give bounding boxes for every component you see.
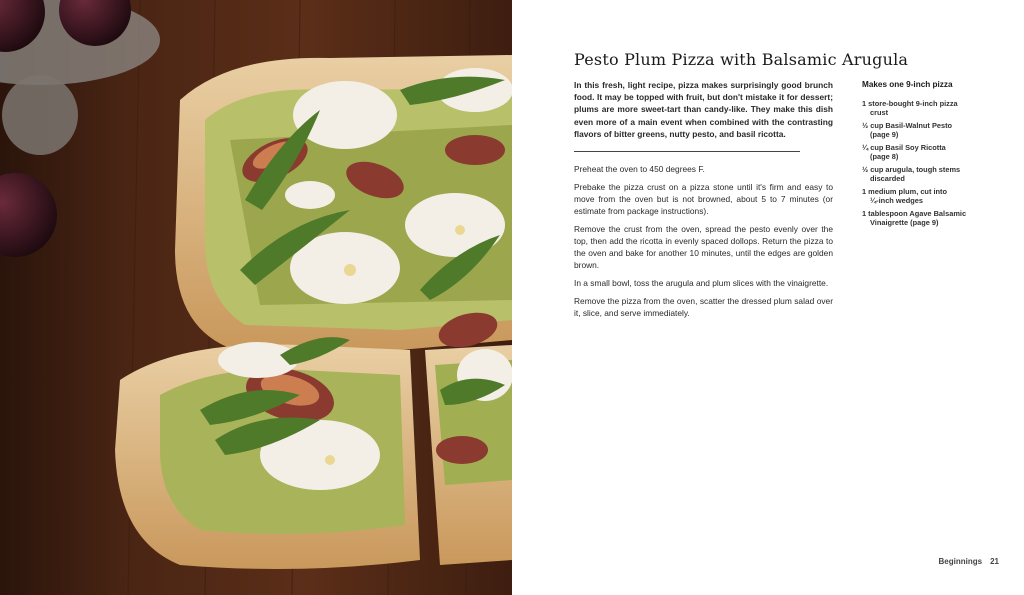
page-number: 21 bbox=[990, 557, 999, 566]
ingredient-line-continued: (page 8) bbox=[870, 152, 899, 162]
ingredient-item bbox=[862, 121, 984, 140]
section-divider bbox=[574, 151, 800, 152]
recipe-title: Pesto Plum Pizza with Balsamic Arugula bbox=[574, 50, 909, 69]
recipe-step: Preheat the oven to 450 degrees F. bbox=[574, 164, 705, 174]
ingredient-line-continued: (page 9) bbox=[870, 130, 899, 140]
recipe-step: In a small bowl, toss the arugula and plum slices with the vinaigrette. bbox=[574, 278, 829, 289]
recipe-steps bbox=[574, 163, 833, 325]
ingredient-line: ½ cup arugula, tough stems bbox=[862, 165, 961, 174]
ingredient-item bbox=[862, 187, 984, 206]
ingredient-line: ½ cup Basil-Walnut Pesto bbox=[862, 121, 953, 130]
ingredient-item bbox=[862, 143, 984, 162]
ingredient-line-continued: Vinaigrette (page 9) bbox=[870, 218, 939, 228]
recipe-step: Remove the pizza from the oven, scatter the dressed plum salad over it, slice, and serve immediately. bbox=[574, 295, 833, 319]
recipe-intro: In this fresh, light recipe, pizza makes surprisingly good brunch food. It may be topped with fruit, but don't mistake it for dessert; plums are more sweet-tart than candy-like. They make this dish even more of a main event when combined with the contrasting flavors of bitter greens, nutty pesto, and basil ricotta. bbox=[574, 80, 833, 139]
ingredient-line: 1 store-bought 9-inch pizza bbox=[862, 99, 958, 108]
ingredient-item bbox=[862, 209, 984, 228]
ingredient-line: ¼ cup Basil Soy Ricotta bbox=[862, 143, 946, 152]
ingredient-line-continued: crust bbox=[870, 108, 889, 118]
recipe-step: Prebake the pizza crust on a pizza stone until it's firm and easy to move from the oven but is not browned, about 5 to 7 minutes (or estimate from package instructions). bbox=[574, 181, 833, 217]
ingredient-line-continued: discarded bbox=[870, 174, 905, 184]
recipe-step: Remove the crust from the oven, spread the pesto evenly over the top, then add the ricotta in evenly spaced dollops. Return the pizza to the oven and bake for another 10 minutes, until the edges are golden brown. bbox=[574, 223, 833, 271]
ingredient-item bbox=[862, 99, 984, 118]
ingredient-list bbox=[862, 99, 984, 231]
page-footer bbox=[939, 557, 999, 566]
recipe-yield: Makes one 9-inch pizza bbox=[862, 80, 953, 89]
ingredient-line: 1 tablespoon Agave Balsamic bbox=[862, 209, 967, 218]
ingredient-line: 1 medium plum, cut into bbox=[862, 187, 947, 196]
section-name: Beginnings bbox=[938, 557, 983, 566]
ingredient-line-continued: ¼-inch wedges bbox=[870, 196, 923, 206]
ingredient-item bbox=[862, 165, 984, 184]
